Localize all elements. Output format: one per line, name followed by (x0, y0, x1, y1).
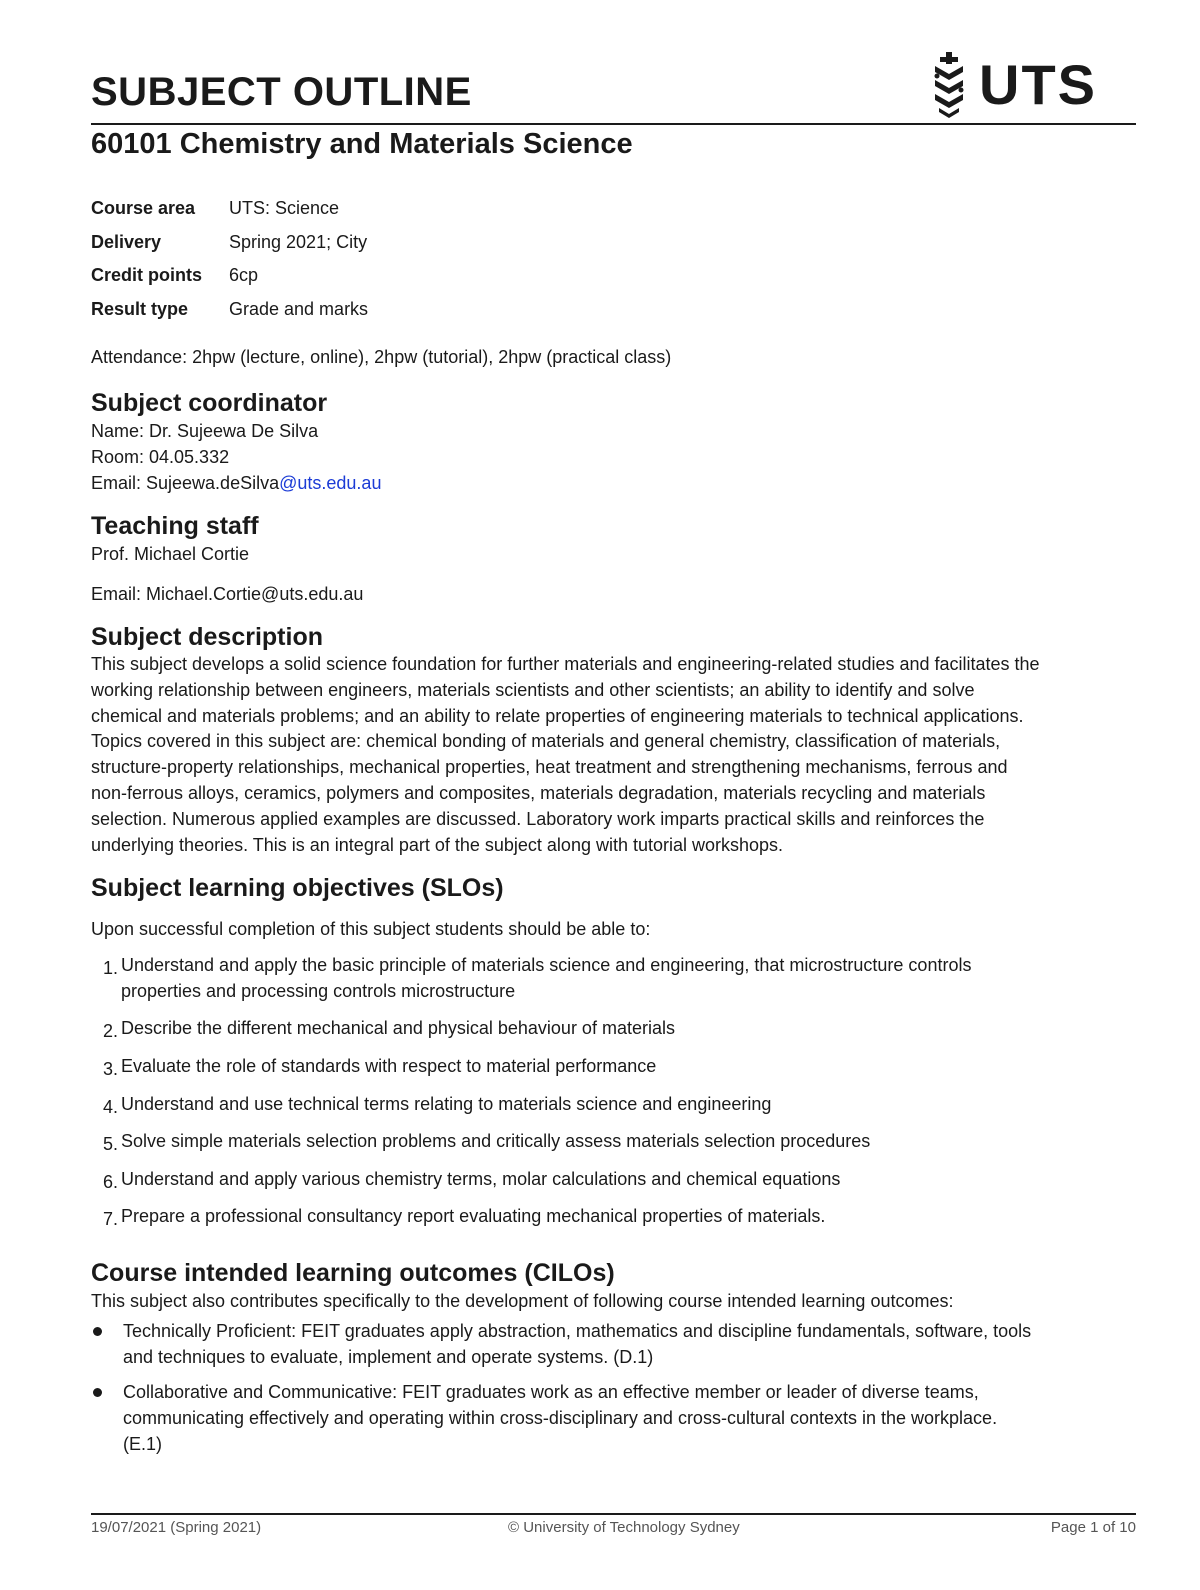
description-paragraph (91, 652, 1136, 858)
teaching-staff-name: Prof. Michael Cortie (91, 544, 250, 564)
detail-value: 6cp (229, 265, 259, 286)
footer-divider (91, 1513, 1136, 1515)
slos-section (91, 873, 1136, 942)
subject-title: 60101 Chemistry and Materials Science (91, 128, 633, 160)
bullet-line: communicating effectively and operating within cross-disciplinary and cross-cultural contexts in the workplace. (123, 1408, 998, 1428)
list-item (91, 1091, 1136, 1120)
bullet-item (91, 1379, 1136, 1457)
list-item-line: properties and processing controls microstructure (121, 981, 516, 1001)
list-item-line: Understand and apply the basic principle of materials science and engineering, that microstructure controls (121, 955, 972, 975)
description-line: selection. Numerous applied examples are discussed. Laboratory work imparts practical skills and reinforces the (91, 808, 985, 829)
list-item (91, 1203, 1136, 1232)
teaching-section (91, 511, 1136, 607)
slos-intro: Upon successful completion of this subject students should be able to: (91, 919, 651, 939)
bullet-icon (91, 1379, 123, 1457)
footer-copyright: © University of Technology Sydney (508, 1519, 740, 1536)
detail-row-delivery (91, 226, 368, 260)
document-title: SUBJECT OUTLINE (91, 70, 472, 114)
list-number: 4. (102, 1097, 118, 1117)
list-item (91, 1128, 1136, 1157)
uts-logo-text: UTS (979, 53, 1097, 116)
list-number: 2. (102, 1021, 118, 1041)
list-number: 7. (102, 1209, 118, 1229)
description-line: chemical and materials problems; and an ability to relate properties of engineering materials to technical applications. (91, 705, 1024, 726)
list-number: 3. (102, 1059, 118, 1079)
document-page (91, 0, 1136, 1590)
detail-value: UTS: Science (229, 198, 340, 219)
list-item-text: Prepare a professional consultancy report evaluating mechanical properties of materials. (121, 1206, 826, 1226)
header-divider (91, 123, 1136, 125)
list-item-text: Describe the different mechanical and physical behaviour of materials (121, 1018, 675, 1038)
detail-row-course-area (91, 192, 368, 226)
list-item (91, 1053, 1136, 1082)
coordinator-section (91, 388, 1136, 496)
bullet-text (123, 1379, 1136, 1457)
detail-label: Delivery (91, 231, 162, 252)
coordinator-email-link[interactable]: @uts.edu.au (279, 473, 382, 493)
coordinator-room: Room: 04.05.332 (91, 447, 230, 467)
detail-label: Credit points (91, 265, 202, 286)
list-item-text: Understand and apply various chemistry terms, molar calculations and chemical equations (121, 1169, 841, 1189)
cilos-section (91, 1258, 1136, 1457)
list-item-text: Evaluate the role of standards with respect to material performance (121, 1056, 657, 1076)
list-item-text: Understand and use technical terms relating to materials science and engineering (121, 1094, 772, 1114)
uts-crest-icon (929, 50, 969, 122)
description-line: working relationship between engineers, materials scientists and other scientists; an ability to identify and solve (91, 679, 975, 700)
list-item-text: Solve simple materials selection problems and critically assess materials selection procedures (121, 1131, 871, 1151)
detail-value: Grade and marks (229, 298, 369, 319)
detail-label: Course area (91, 198, 196, 219)
description-heading: Subject description (91, 623, 323, 651)
bullet-line: Technically Proficient: FEIT graduates apply abstraction, mathematics and discipline fundamentals, software, tools (123, 1321, 1032, 1341)
list-item (91, 1166, 1136, 1195)
coordinator-name: Name: Dr. Sujeewa De Silva (91, 421, 319, 441)
description-line: Topics covered in this subject are: chemical bonding of materials and general chemistry, classification of materials, (91, 731, 1001, 752)
description-section (91, 622, 1136, 858)
list-number: 1. (102, 958, 118, 978)
coordinator-email (91, 470, 1136, 496)
detail-value: Spring 2021; City (229, 231, 368, 252)
list-number: 5. (102, 1134, 118, 1154)
slos-heading: Subject learning objectives (SLOs) (91, 874, 504, 902)
bullet-line: (E.1) (123, 1434, 163, 1454)
list-item (91, 1015, 1136, 1044)
coordinator-email-prefix: Email: Sujeewa.deSilva (91, 473, 280, 493)
detail-label: Result type (91, 298, 189, 319)
bullet-item (91, 1318, 1136, 1370)
bullet-line: Collaborative and Communicative: FEIT graduates work as an effective member or leader of diverse teams, (123, 1382, 979, 1402)
attendance-text: Attendance: 2hpw (lecture, online), 2hpw (tutorial), 2hpw (practical class) (91, 347, 672, 367)
list-item-text (121, 952, 1136, 1004)
bullet-text (123, 1318, 1136, 1370)
description-line: underlying theories. This is an integral part of the subject along with tutorial workshops. (91, 834, 784, 855)
list-item (91, 952, 1136, 1004)
description-line: This subject develops a solid science foundation for further materials and engineering-related studies and facilitates the (91, 654, 1040, 674)
description-line: structure-property relationships, mechanical properties, heat treatment and strengthening mechanisms, ferrous and (91, 757, 1008, 778)
subject-details (91, 192, 368, 326)
coordinator-heading: Subject coordinator (91, 389, 328, 417)
cilos-intro: This subject also contributes specifically to the development of following course intended learning outcomes: (91, 1291, 954, 1311)
detail-row-result-type (91, 293, 368, 327)
bullet-icon (91, 1318, 123, 1370)
cilos-heading: Course intended learning outcomes (CILOs) (91, 1259, 615, 1287)
footer-date: 19/07/2021 (Spring 2021) (91, 1519, 262, 1536)
description-line: non-ferrous alloys, ceramics, polymers and composites, materials degradation, materials recycling and materials (91, 782, 986, 803)
list-number: 6. (102, 1172, 118, 1192)
footer-page-number: Page 1 of 10 (1050, 1519, 1136, 1536)
detail-row-credit-points (91, 259, 368, 293)
teaching-staff-email: Email: Michael.Cortie@uts.edu.au (91, 584, 364, 604)
teaching-heading: Teaching staff (91, 512, 259, 540)
uts-logo (929, 50, 1097, 122)
bullet-line: and techniques to evaluate, implement and operate systems. (D.1) (123, 1347, 654, 1367)
